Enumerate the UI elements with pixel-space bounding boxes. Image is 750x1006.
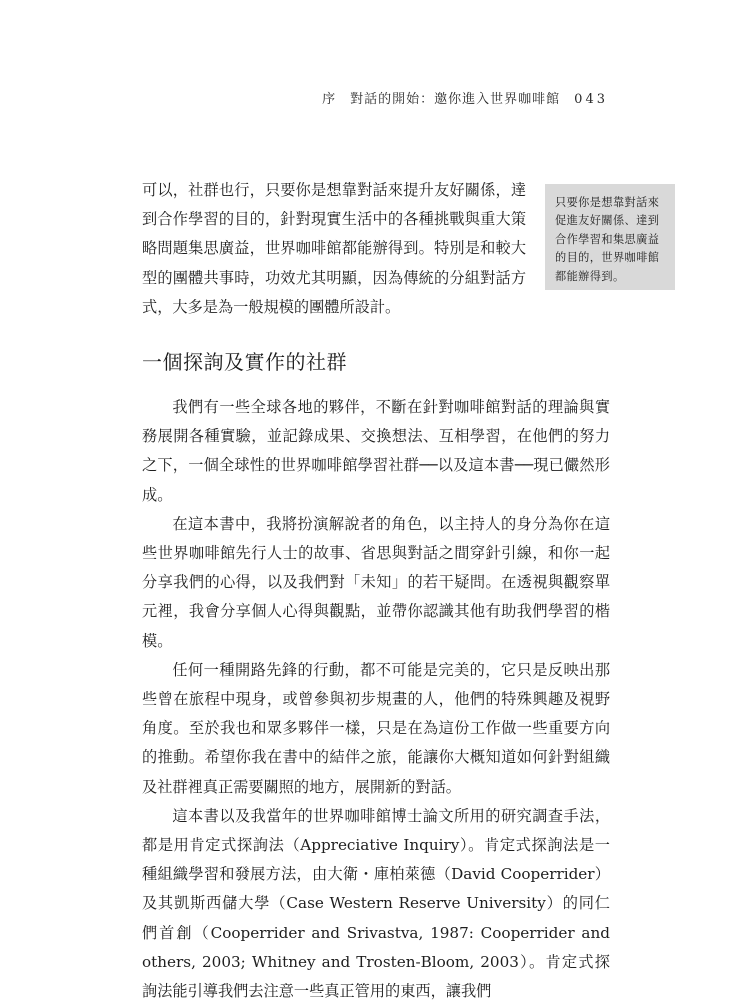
- paragraph: 這本書以及我當年的世界咖啡館博士論文所用的研究調查手法，都是用肯定式探詢法（Appreciative Inquiry）。肯定式探詢法是一種組織學習和發展方法，由大衛・庫柏萊德（David Cooperrider）及其凱斯西儲大學（Case Western Reserve University）的同仁們首創（Cooperrider and Srivastva, 1987: Cooperrider and others, 2003; Whitney and Trosten-Bloom, 2003）。肯定式探詢法能引導我們去注意一些真正管用的東西，讓我們: [142, 806, 610, 1001]
- paragraph: 在這本書中，我將扮演解說者的角色，以主持人的身分為你在這些世界咖啡館先行人士的故事、省思與對話之間穿針引線，和你一起分享我們的心得，以及我們對「未知」的若干疑問。在透視與觀察單元裡，我會分享個人心得與觀點，並帶你認識其他有助我們學習的楷模。: [142, 514, 610, 650]
- running-header: [322, 88, 608, 107]
- page-number: 043: [574, 92, 608, 107]
- paragraph: 我們有一些全球各地的夥伴，不斷在針對咖啡館對話的理論與實務展開各種實驗，並記錄成果、交換想法、互相學習，在他們的努力之下，一個全球性的世界咖啡館學習社群──以及這本書──現已儼然形成。: [142, 398, 610, 504]
- intro-paragraph: 可以，社群也行，只要你是想靠對話來提升友好關係，達到合作學習的目的，針對現實生活中的各種挑戰與重大策略問題集思廣益，世界咖啡館都能辦得到。特別是和較大型的團體共事時，功效尤其明顯，因為傳統的分組對話方式，大多是為一般規模的團體所設計。: [142, 181, 526, 316]
- section-body: [142, 393, 610, 1006]
- paragraph: 任何一種開路先鋒的行動，都不可能是完美的，它只是反映出那些曾在旅程中現身，或曾參與初步規畫的人，他們的特殊興趣及視野角度。至於我也和眾多夥伴一樣，只是在為這份工作做一些重要方向的推動。希望你我在書中的結伴之旅，能讓你大概知道如何針對組織及社群裡真正需要關照的地方，展開新的對話。: [142, 660, 610, 796]
- chapter-title: 序 對話的開始：邀你進入世界咖啡館: [322, 92, 561, 107]
- sidebar-pull-quote: 只要你是想靠對話來促進友好關係、達到合作學習和集思廣益的目的，世界咖啡館都能辦得到。: [545, 184, 675, 290]
- section-heading: 一個探詢及實作的社群: [142, 350, 347, 374]
